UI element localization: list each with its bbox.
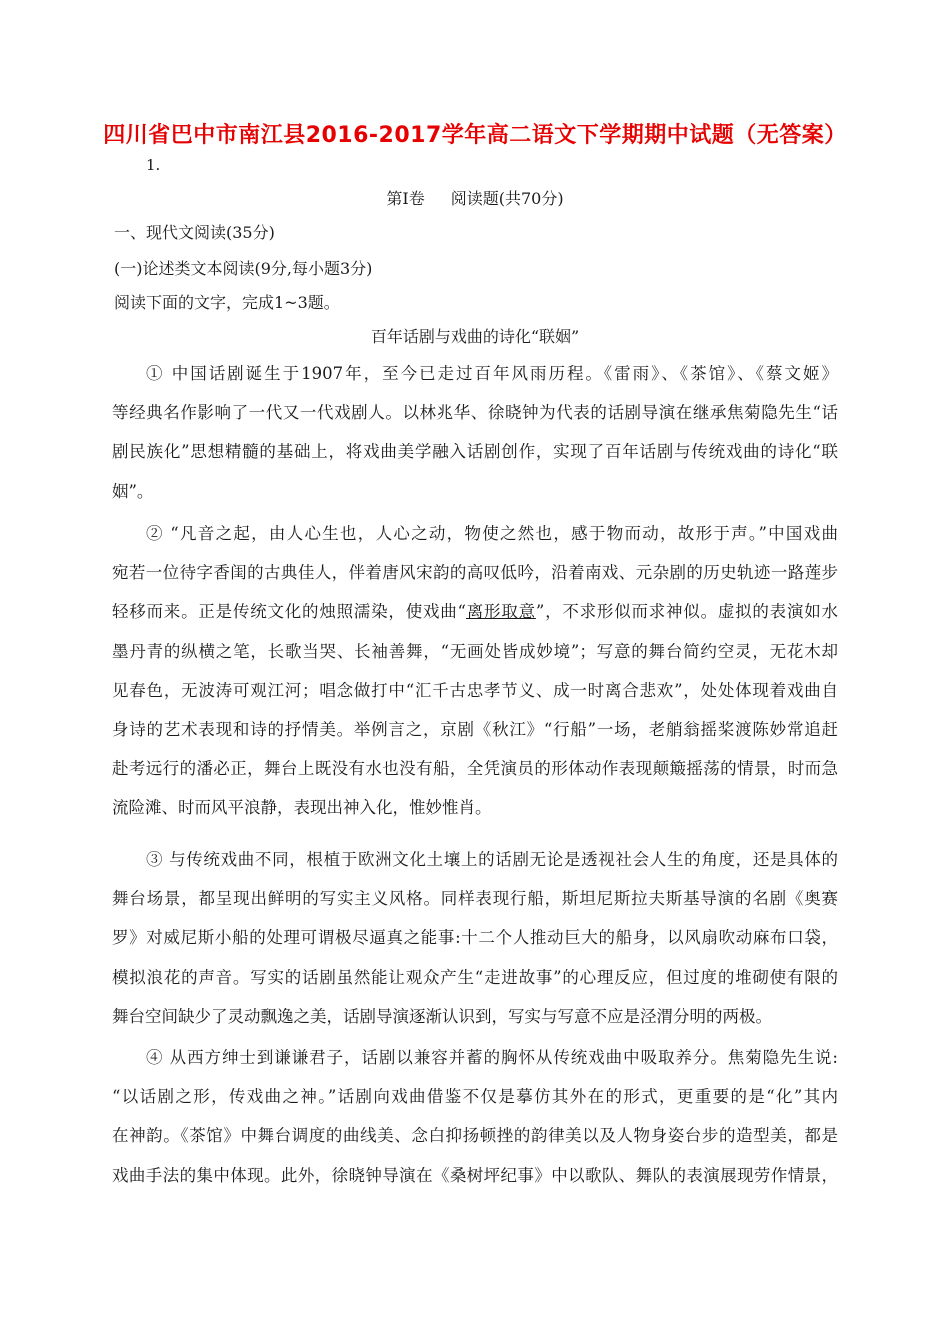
paragraph-line bbox=[112, 592, 838, 631]
paragraph-line: 舞台空间缺少了灵动飘逸之美，话剧导演逐渐认识到，写实与写意不应是泾渭分明的两极。 bbox=[112, 1006, 772, 1026]
essay-reading-heading: (一)论述类文本阅读(9分,每小题3分) bbox=[114, 259, 373, 278]
paragraph-line: 墨丹青的纵横之笔，长歌当哭、长袖善舞，“无画处皆成妙境”；写意的舞台简约空灵，无花木却 bbox=[112, 641, 838, 661]
document-title: 四川省巴中市南江县2016-2017学年高二语文下学期期中试题（无答案） bbox=[103, 123, 847, 148]
modern-reading-heading: 一、现代文阅读(35分) bbox=[114, 223, 275, 242]
paragraph-line: 赴考远行的潘必正，舞台上既没有水也没有船，全凭演员的形体动作表现颠簸摇荡的情景，时而急 bbox=[112, 759, 838, 779]
paragraph-line: ① 中国话剧诞生于1907年，至今已走过百年风雨历程。《雷雨》、《茶馆》、《蔡文姬》 bbox=[146, 364, 838, 383]
paragraph-4 bbox=[112, 1038, 838, 1195]
paragraph-line: 姻”。 bbox=[112, 481, 154, 501]
article-title: 百年话剧与戏曲的诗化“联姻” bbox=[370, 327, 580, 346]
paragraph-line: 等经典名作影响了一代又一代戏剧人。以林兆华、徐晓钟为代表的话剧导演在继承焦菊隐先生“话 bbox=[112, 403, 838, 423]
paragraph-line: 流险滩、时而风平浪静，表现出神入化，惟妙惟肖。 bbox=[112, 798, 492, 818]
paragraph-line: ④ 从西方绅士到谦谦君子，话剧以兼容并蓄的胸怀从传统戏曲中吸取养分。焦菊隐先生说: bbox=[146, 1048, 838, 1067]
paragraph-1 bbox=[112, 354, 838, 511]
paragraph-line: ③ 与传统戏曲不同，根植于欧洲文化土壤上的话剧无论是透视社会人生的角度，还是具体的 bbox=[146, 850, 838, 869]
paragraph-line: “以话剧之形，传戏曲之神。”话剧向戏曲借鉴不仅是摹仿其外在的形式，更重要的是“化”其内 bbox=[112, 1087, 838, 1107]
paragraph-line: ② “凡音之起，由人心生也，人心之动，物使之然也，感于物而动，故形于声。”中国戏曲 bbox=[146, 524, 838, 543]
paragraph-line: 戏曲手法的集中体现。此外，徐晓钟导演在《桑树坪纪事》中以歌队、舞队的表演展现劳作情景， bbox=[112, 1165, 838, 1185]
line-text: ”，不求形似而求神似。虚拟的表演如水 bbox=[535, 602, 839, 622]
paragraph-3 bbox=[112, 840, 838, 1036]
section-heading bbox=[0, 186, 950, 209]
paragraph-line: 身诗的艺术表现和诗的抒情美。举例言之，京剧《秋江》“行船”一场，老艄翁摇桨渡陈妙常追赶 bbox=[112, 720, 838, 740]
section-name: 阅读题(共70分) bbox=[450, 189, 564, 208]
paragraph-line: 宛若一位待字香闺的古典佳人，伴着唐风宋韵的高叹低吟，沿着南戏、元杂剧的历史轨迹一路莲步 bbox=[112, 563, 838, 583]
paragraph-line: 剧民族化”思想精髓的基础上，将戏曲美学融入话剧创作，实现了百年话剧与传统戏曲的诗化“联 bbox=[112, 442, 838, 462]
paragraph-line: 罗》对威尼斯小船的处理可谓极尽逼真之能事:十二个人推动巨大的船身，以风扇吹动麻布口袋， bbox=[112, 928, 838, 948]
question-number: 1. bbox=[146, 156, 161, 174]
paragraph-line: 见春色，无波涛可观江河；唱念做打中“汇千古忠孝节义、成一时离合悲欢”，处处体现着戏曲自 bbox=[112, 680, 838, 700]
reading-instruction: 阅读下面的文字，完成1~3题。 bbox=[114, 293, 340, 312]
paragraph-line: 舞台场景，都呈现出鲜明的写实主义风格。同样表现行船，斯坦尼斯拉夫斯基导演的名剧《奥赛 bbox=[112, 889, 838, 909]
paragraph-line: 模拟浪花的声音。写实的话剧虽然能让观众产生“走进故事”的心理反应，但过度的堆砌使有限的 bbox=[112, 967, 838, 987]
underlined-phrase: 离形取意 bbox=[465, 602, 536, 622]
paragraph-2 bbox=[112, 514, 838, 828]
paragraph-line: 在神韵。《茶馆》中舞台调度的曲线美、念白抑扬顿挫的韵律美以及人物身姿台步的造型美，都是 bbox=[112, 1126, 838, 1146]
line-text: 轻移而来。正是传统文化的烛照濡染，使戏曲“ bbox=[112, 602, 466, 622]
section-part: 第Ⅰ卷 bbox=[386, 189, 425, 208]
